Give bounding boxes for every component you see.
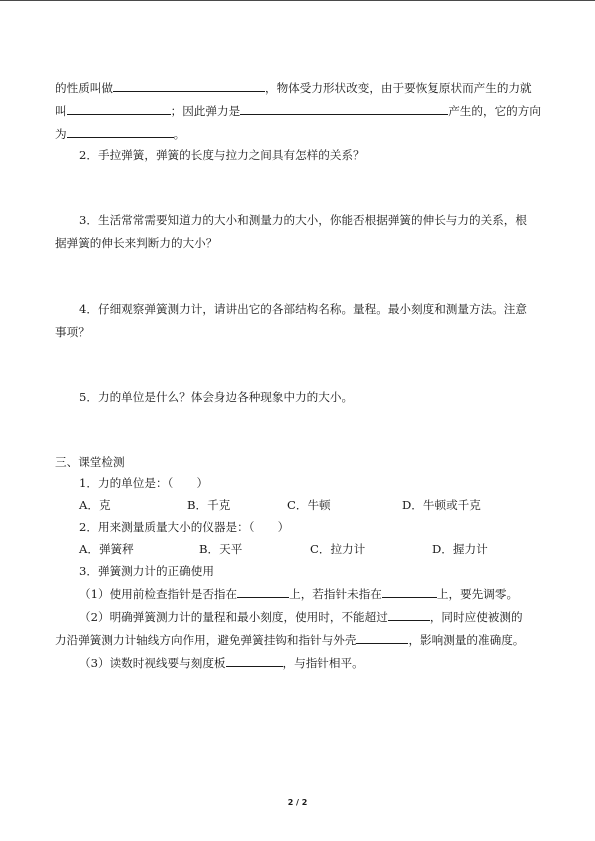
option-a: A．克 — [79, 498, 111, 512]
question-4: 4．仔细观察弹簧测力计，请讲出它的各部结构名称。量程。最小刻度和测量方法。注意 — [79, 302, 527, 316]
text: 为 — [55, 127, 67, 141]
text: （2）明确弹簧测力计的量程和最小刻度，使用时，不能超过 — [79, 610, 388, 624]
blank-line — [388, 609, 430, 621]
blank-line — [356, 632, 408, 644]
question-3-cont: 据弹簧的伸长来判断力的大小？ — [55, 236, 218, 250]
text: ，物体受力形状改变，由于要恢复原状而产生的力就 — [264, 81, 532, 95]
subitem-1 — [79, 586, 518, 601]
question-3-heading: 3．弹簧测力计的正确使用 — [79, 564, 214, 578]
mc-question-1: 1．力的单位是：（ ） — [79, 476, 209, 490]
text: 上，要先调零。 — [436, 587, 519, 601]
text: 力沿弹簧测力计轴线方向作用，避免弹簧挂钩和指针与外壳 — [55, 633, 357, 647]
blank-line — [226, 655, 283, 667]
text-line — [55, 80, 532, 95]
text: ；因此弹力是 — [170, 104, 241, 118]
question-4-cont: 事项？ — [55, 325, 90, 339]
subitem-3 — [79, 655, 364, 670]
question-5: 5．力的单位是什么？体会身边各种现象中力的大小。 — [79, 390, 354, 404]
subitem-2-cont — [55, 632, 524, 647]
text: 的性质叫做 — [55, 81, 113, 95]
section-title: 三、课堂检测 — [55, 455, 125, 469]
blank-line — [67, 103, 171, 115]
text: ，同时应使被测的 — [429, 610, 523, 624]
top-rule — [0, 0, 595, 1]
blank-line — [237, 586, 289, 598]
blank-line — [67, 126, 174, 138]
question-2: 2．手拉弹簧，弹簧的长度与拉力之间具有怎样的关系？ — [79, 148, 365, 162]
blank-line — [240, 103, 448, 115]
option-d: D．牛顿或千克 — [402, 498, 481, 512]
text: （1）使用前检查指针是否指在 — [79, 587, 238, 601]
text: 产生的，它的方向 — [448, 104, 541, 118]
option-b: B．天平 — [199, 542, 243, 556]
blank-line — [382, 586, 437, 598]
text: 叫 — [55, 104, 67, 118]
text: ，与指针相平。 — [282, 656, 364, 670]
text: （3）读数时视线要与刻度板 — [79, 656, 226, 670]
option-c: C．牛顿 — [287, 498, 331, 512]
text: 。 — [173, 127, 186, 141]
blank-line — [113, 80, 265, 92]
question-3: 3．生活常常需要知道力的大小和测量力的大小，你能否根据弹簧的伸长与力的关系，根 — [79, 213, 527, 227]
text: 上，若指针未指在 — [289, 587, 382, 601]
option-d: D．握力计 — [432, 542, 488, 556]
option-c: C．拉力计 — [310, 542, 366, 556]
option-b: B．千克 — [187, 498, 231, 512]
text: ，影响测量的准确度。 — [408, 633, 525, 647]
page-number: 2 / 2 — [287, 798, 308, 807]
option-a: A．弹簧秤 — [79, 542, 134, 556]
subitem-2 — [79, 609, 523, 624]
text-line — [55, 103, 541, 118]
mc-question-2: 2．用来测量质量大小的仪器是：（ ） — [79, 520, 290, 534]
text-line — [55, 126, 185, 141]
